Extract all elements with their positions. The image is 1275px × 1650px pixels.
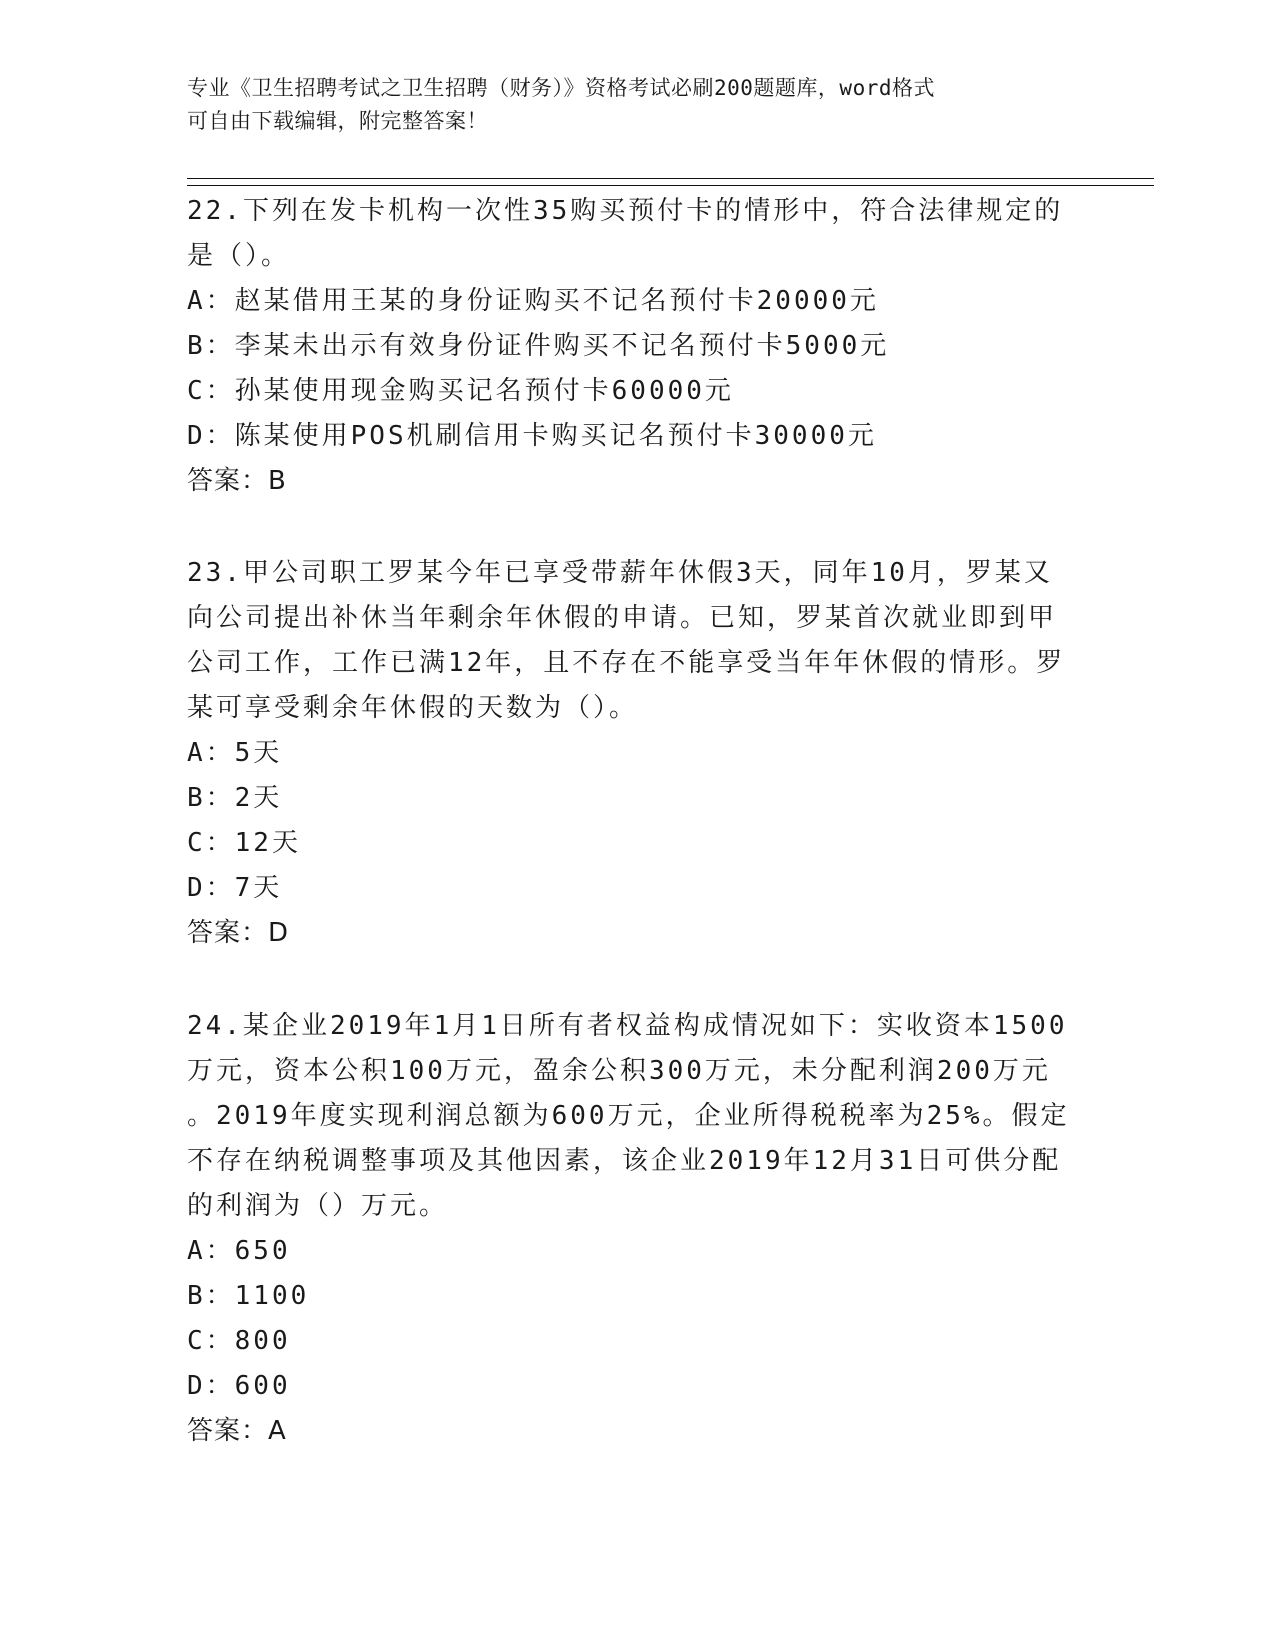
option-b: B：李某未出示有效身份证件购买不记名预付卡5000元 [187, 331, 890, 361]
header-divider-bottom [187, 185, 1154, 186]
option-a: A：5天 [187, 738, 283, 768]
header-divider-top [187, 178, 1154, 179]
question-24 [187, 1004, 1087, 1454]
option-d: D：600 [187, 1371, 291, 1401]
answer: 答案：B [187, 466, 287, 496]
stem-line: 的利润为（）万元。 [187, 1191, 449, 1221]
question-22 [187, 189, 1087, 504]
stem-line: 24.某企业2019年1月1日所有者权益构成情况如下：实收资本1500 [187, 1011, 1068, 1041]
option-b: B：1100 [187, 1281, 310, 1311]
answer: 答案：D [187, 918, 290, 948]
stem-line: 是（）。 [187, 241, 291, 271]
stem-line: 23.甲公司职工罗某今年已享受带薪年休假3天，同年10月，罗某又 [187, 558, 1053, 588]
question-stem [187, 1004, 1087, 1229]
stem-line: 22.下列在发卡机构一次性35购买预付卡的情形中，符合法律规定的 [187, 196, 1064, 226]
stem-line: 不存在纳税调整事项及其他因素，该企业2019年12月31日可供分配 [187, 1146, 1062, 1176]
stem-line: 某可享受剩余年休假的天数为（）。 [187, 693, 639, 723]
option-d: D：7天 [187, 873, 283, 903]
stem-line: 公司工作，工作已满12年，且不存在不能享受当年年休假的情形。罗 [187, 648, 1066, 678]
option-c: C：孙某使用现金购买记名预付卡60000元 [187, 376, 734, 406]
option-c: C：800 [187, 1326, 291, 1356]
question-23 [187, 551, 1087, 956]
answer: 答案：A [187, 1416, 287, 1446]
question-stem [187, 551, 1087, 731]
option-a: A：650 [187, 1236, 291, 1266]
header-line-2: 可自由下载编辑，附完整答案！ [187, 109, 488, 133]
question-stem [187, 189, 1087, 279]
option-b: B：2天 [187, 783, 283, 813]
document-header [187, 72, 1067, 138]
option-a: A：赵某借用王某的身份证购买不记名预付卡20000元 [187, 286, 879, 316]
stem-line: 。2019年度实现利润总额为600万元，企业所得税税率为25%。假定 [187, 1101, 1070, 1131]
stem-line: 万元，资本公积100万元，盈余公积300万元，未分配利润200万元 [187, 1056, 1051, 1086]
header-line-1: 专业《卫生招聘考试之卫生招聘（财务）》资格考试必刷200题题库，word格式 [187, 76, 935, 100]
stem-line: 向公司提出补休当年剩余年休假的申请。已知，罗某首次就业即到甲 [187, 603, 1058, 633]
option-d: D：陈某使用POS机刷信用卡购买记名预付卡30000元 [187, 421, 877, 451]
option-c: C：12天 [187, 828, 301, 858]
